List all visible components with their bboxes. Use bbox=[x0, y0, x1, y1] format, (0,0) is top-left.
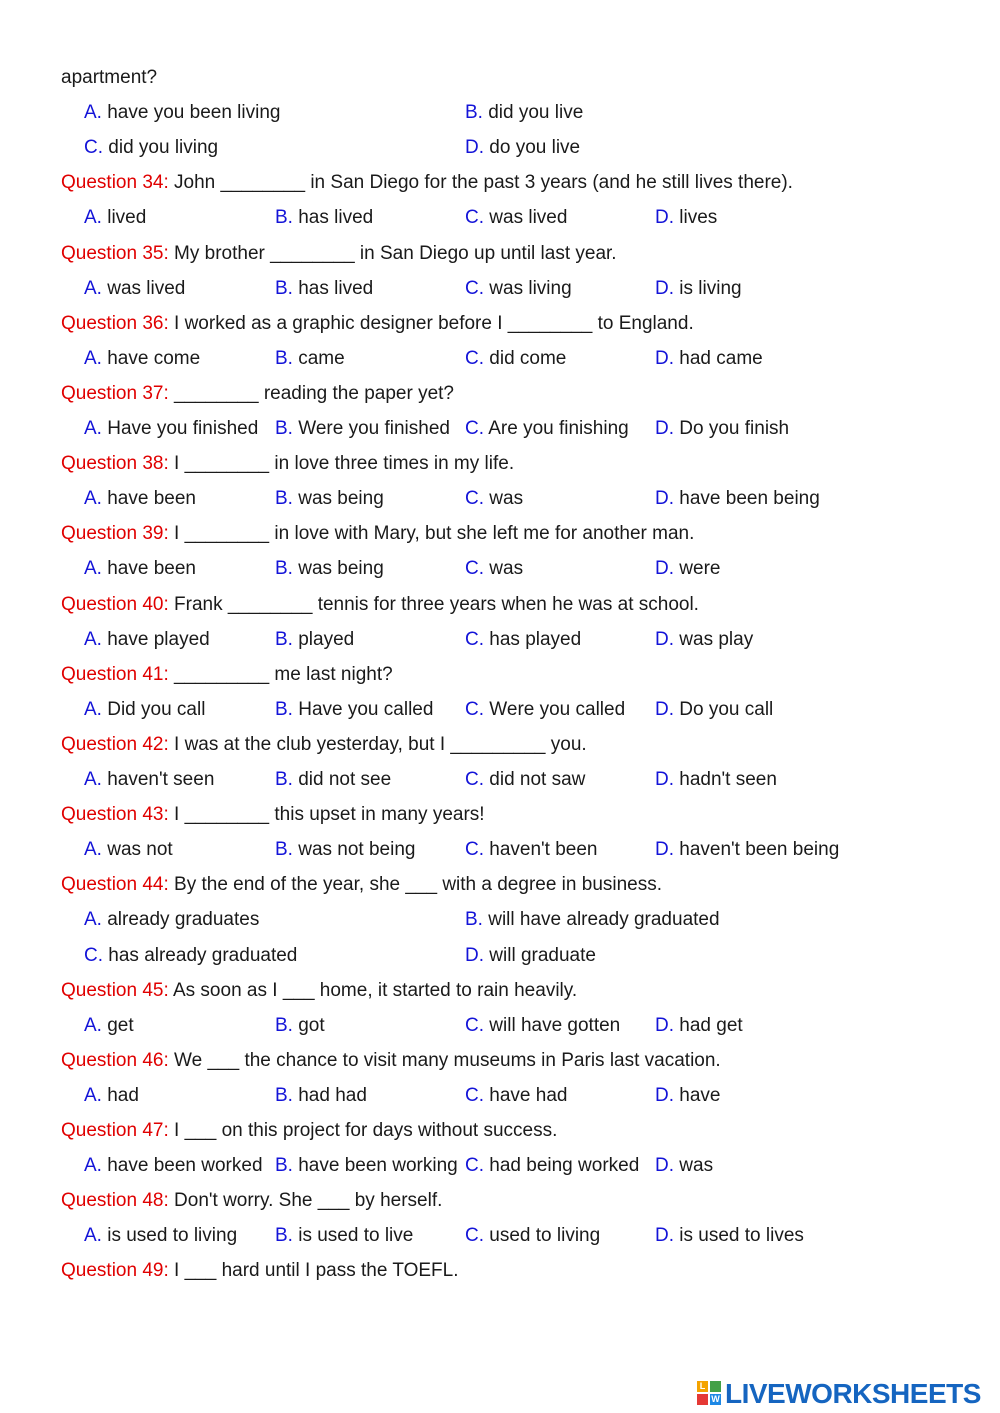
option-letter: A. bbox=[84, 488, 102, 510]
option-letter: A. bbox=[84, 207, 102, 229]
option-text: have been bbox=[107, 558, 196, 580]
option-letter: D. bbox=[655, 1084, 674, 1106]
answer-option[interactable] bbox=[655, 200, 717, 235]
option-text: is living bbox=[679, 277, 742, 299]
option-text: used to living bbox=[489, 1225, 601, 1247]
option-letter: B. bbox=[275, 207, 293, 229]
question-row bbox=[61, 1043, 721, 1078]
option-letter: A. bbox=[84, 418, 102, 439]
option-letter: B. bbox=[465, 102, 483, 124]
option-letter: D. bbox=[655, 347, 674, 369]
question-row bbox=[61, 587, 699, 622]
answer-option[interactable] bbox=[275, 622, 354, 657]
option-text: has already graduated bbox=[108, 944, 298, 966]
question-number: Question 43: bbox=[61, 804, 169, 826]
answer-option[interactable] bbox=[275, 832, 415, 867]
question-number: Question 39: bbox=[61, 523, 169, 545]
option-text: had being worked bbox=[489, 1155, 640, 1177]
question-continuation: apartment? bbox=[61, 67, 158, 88]
question-stem: By the end of the year, she ___ with a degree in business. bbox=[174, 874, 663, 896]
option-text: did you living bbox=[108, 137, 219, 159]
answer-option[interactable] bbox=[465, 1148, 639, 1183]
question-number: Question 34: bbox=[61, 172, 169, 194]
option-letter: C. bbox=[465, 347, 484, 369]
question-number: Question 36: bbox=[61, 312, 169, 334]
answer-option[interactable] bbox=[465, 130, 580, 165]
option-text: will have already graduated bbox=[488, 909, 720, 931]
answer-option[interactable] bbox=[84, 1008, 134, 1043]
answer-option[interactable] bbox=[84, 341, 200, 376]
option-letter: C. bbox=[465, 418, 484, 439]
question-number: Question 40: bbox=[61, 593, 169, 615]
option-letter: B. bbox=[275, 347, 293, 369]
answer-option[interactable] bbox=[465, 692, 625, 727]
option-text: was bbox=[489, 558, 524, 580]
answer-option[interactable] bbox=[465, 1008, 620, 1043]
answer-option[interactable] bbox=[465, 271, 572, 306]
option-letter: B. bbox=[275, 628, 293, 650]
option-letter: B. bbox=[275, 1155, 293, 1177]
question-number: Question 49: bbox=[61, 1260, 169, 1282]
option-letter: D. bbox=[655, 418, 674, 439]
option-letter: D. bbox=[465, 944, 484, 966]
option-text: Do you finish bbox=[679, 418, 790, 439]
answer-option[interactable] bbox=[84, 411, 258, 446]
question-stem: I ________ in love three times in my life. bbox=[174, 453, 515, 475]
question-row bbox=[61, 376, 454, 411]
answer-option[interactable] bbox=[84, 1218, 237, 1253]
question-row bbox=[61, 236, 617, 271]
option-text: already graduates bbox=[107, 909, 260, 931]
option-text: have been bbox=[107, 488, 196, 510]
option-letter: D. bbox=[655, 558, 674, 580]
option-letter: D. bbox=[655, 698, 674, 720]
option-letter: A. bbox=[84, 839, 102, 861]
answer-option[interactable] bbox=[655, 271, 742, 306]
answer-option[interactable] bbox=[275, 551, 384, 586]
option-text: got bbox=[298, 1014, 325, 1036]
question-stem: ________ reading the paper yet? bbox=[174, 382, 454, 404]
option-text: was lived bbox=[489, 207, 568, 229]
answer-option[interactable] bbox=[465, 551, 523, 586]
option-letter: C. bbox=[465, 628, 484, 650]
question-row bbox=[61, 306, 694, 341]
answer-option[interactable] bbox=[465, 1218, 600, 1253]
option-text: have played bbox=[107, 628, 210, 650]
question-stem: My brother ________ in San Diego up until last year. bbox=[174, 242, 617, 264]
answer-option[interactable] bbox=[465, 95, 583, 130]
option-text: lives bbox=[679, 207, 718, 229]
option-text: had get bbox=[679, 1014, 743, 1036]
answer-option[interactable] bbox=[275, 1218, 413, 1253]
question-stem: I ________ in love with Mary, but she left me for another man. bbox=[174, 523, 695, 545]
answer-option[interactable] bbox=[275, 411, 450, 446]
question-number: Question 42: bbox=[61, 733, 169, 755]
option-letter: C. bbox=[465, 698, 484, 720]
option-letter: B. bbox=[275, 418, 293, 439]
option-text: Are you finishing bbox=[488, 418, 629, 439]
option-text: had came bbox=[679, 347, 763, 369]
answer-option[interactable] bbox=[655, 551, 720, 586]
question-stem: John ________ in San Diego for the past 3 years (and he still lives there). bbox=[174, 172, 793, 194]
option-letter: D. bbox=[655, 277, 674, 299]
option-text: have been worked bbox=[107, 1155, 263, 1177]
answer-option[interactable] bbox=[84, 1078, 139, 1113]
option-letter: C. bbox=[465, 1084, 484, 1106]
option-letter: B. bbox=[275, 839, 293, 861]
logo-mark-icon: L W bbox=[697, 1381, 723, 1407]
option-text: was not bbox=[107, 839, 173, 861]
question-stem: I ___ hard until I pass the TOEFL. bbox=[174, 1260, 459, 1282]
option-letter: A. bbox=[84, 277, 102, 299]
question-number: Question 41: bbox=[61, 663, 169, 685]
question-row bbox=[61, 727, 587, 762]
answer-option[interactable] bbox=[465, 200, 567, 235]
question-number: Question 46: bbox=[61, 1049, 169, 1071]
question-stem: As soon as I ___ home, it started to rain heavily. bbox=[172, 979, 578, 1001]
option-letter: A. bbox=[84, 769, 102, 790]
option-text: played bbox=[298, 628, 355, 650]
question-row bbox=[61, 657, 393, 692]
question-stem: _________ me last night? bbox=[174, 663, 393, 685]
option-letter: B. bbox=[465, 909, 483, 931]
option-letter: D. bbox=[655, 1014, 674, 1036]
option-letter: A. bbox=[84, 347, 102, 369]
answer-option[interactable] bbox=[84, 200, 146, 235]
answer-option[interactable] bbox=[465, 938, 596, 973]
option-letter: A. bbox=[84, 698, 102, 720]
answer-option[interactable] bbox=[465, 832, 598, 867]
answer-option[interactable] bbox=[655, 832, 839, 867]
liveworksheets-logo bbox=[697, 1376, 981, 1412]
option-text: get bbox=[107, 1014, 134, 1036]
option-letter: C. bbox=[465, 558, 484, 580]
question-row bbox=[61, 973, 577, 1008]
option-text: was bbox=[489, 488, 524, 510]
question-row bbox=[61, 1183, 442, 1218]
answer-option[interactable] bbox=[84, 551, 196, 586]
answer-option[interactable] bbox=[655, 1148, 713, 1183]
option-text: haven't been bbox=[489, 839, 598, 861]
question-row bbox=[61, 1113, 557, 1148]
question-stem: I worked as a graphic designer before I ________ to England. bbox=[174, 312, 694, 334]
option-letter: C. bbox=[465, 207, 484, 229]
answer-option[interactable] bbox=[655, 762, 777, 797]
option-text: has played bbox=[489, 628, 582, 650]
option-letter: B. bbox=[275, 277, 293, 299]
option-text: did you live bbox=[488, 102, 584, 124]
question-number: Question 45: bbox=[61, 979, 169, 1001]
answer-option[interactable] bbox=[465, 902, 720, 937]
answer-option[interactable] bbox=[275, 1148, 458, 1183]
option-letter: C. bbox=[465, 839, 484, 861]
option-letter: A. bbox=[84, 909, 102, 931]
answer-option[interactable] bbox=[275, 762, 391, 797]
option-text: have been working bbox=[298, 1155, 458, 1177]
option-letter: A. bbox=[84, 628, 102, 650]
option-letter: C. bbox=[465, 277, 484, 299]
option-text: did not see bbox=[298, 769, 392, 790]
option-letter: D. bbox=[655, 1155, 674, 1177]
option-letter: A. bbox=[84, 102, 102, 124]
answer-option[interactable] bbox=[84, 762, 214, 797]
option-text: will have gotten bbox=[489, 1014, 621, 1036]
option-letter: D. bbox=[655, 1225, 674, 1247]
option-letter: D. bbox=[465, 137, 484, 159]
answer-option[interactable] bbox=[465, 341, 566, 376]
answer-option[interactable] bbox=[84, 130, 218, 165]
answer-option[interactable] bbox=[84, 692, 205, 727]
answer-option[interactable] bbox=[655, 622, 753, 657]
option-text: hadn't seen bbox=[679, 769, 777, 790]
answer-option[interactable] bbox=[275, 1078, 367, 1113]
option-letter: A. bbox=[84, 1225, 102, 1247]
option-text: was living bbox=[489, 277, 572, 299]
question-number: Question 44: bbox=[61, 874, 169, 896]
option-letter: B. bbox=[275, 1225, 293, 1247]
option-text: was being bbox=[298, 558, 384, 580]
question-row bbox=[61, 867, 662, 902]
option-letter: B. bbox=[275, 558, 293, 580]
option-letter: C. bbox=[465, 1225, 484, 1247]
question-stem: I ___ on this project for days without success. bbox=[174, 1120, 558, 1141]
question-row bbox=[61, 516, 694, 551]
answer-option[interactable] bbox=[465, 622, 581, 657]
question-stem: Don't worry. She ___ by herself. bbox=[174, 1190, 443, 1212]
option-text: have had bbox=[489, 1084, 568, 1106]
option-letter: B. bbox=[275, 488, 293, 510]
option-letter: C. bbox=[84, 137, 103, 159]
option-letter: D. bbox=[655, 769, 674, 790]
answer-option[interactable] bbox=[84, 1148, 263, 1183]
answer-option[interactable] bbox=[275, 341, 345, 376]
answer-option[interactable] bbox=[655, 692, 773, 727]
option-letter: C. bbox=[465, 1155, 484, 1177]
answer-option[interactable] bbox=[655, 1008, 743, 1043]
answer-option[interactable] bbox=[465, 481, 523, 516]
question-stem: I was at the club yesterday, but I _________ you. bbox=[174, 733, 587, 755]
option-letter: B. bbox=[275, 698, 293, 720]
option-text: was play bbox=[679, 628, 754, 650]
answer-option[interactable] bbox=[84, 902, 259, 937]
option-text: Did you call bbox=[107, 698, 206, 720]
answer-option[interactable] bbox=[655, 481, 820, 516]
option-text: have come bbox=[107, 347, 201, 369]
option-text: Do you call bbox=[679, 698, 774, 720]
option-text: have bbox=[679, 1084, 721, 1106]
answer-option[interactable] bbox=[275, 481, 384, 516]
question-number: Question 38: bbox=[61, 453, 169, 475]
answer-option[interactable] bbox=[465, 411, 629, 446]
question-number: Question 35: bbox=[61, 242, 169, 264]
option-text: have been being bbox=[679, 488, 820, 510]
option-text: do you live bbox=[489, 137, 581, 159]
answer-option[interactable] bbox=[84, 938, 297, 973]
question-number: Question 48: bbox=[61, 1190, 169, 1212]
answer-option[interactable] bbox=[655, 341, 763, 376]
option-text: Have you finished bbox=[107, 418, 259, 439]
option-text: had bbox=[107, 1084, 139, 1106]
answer-option[interactable] bbox=[84, 95, 280, 130]
option-text: Were you called bbox=[489, 698, 626, 720]
option-text: has lived bbox=[298, 207, 374, 229]
option-letter: D. bbox=[655, 839, 674, 861]
option-text: came bbox=[298, 347, 345, 369]
option-text: were bbox=[679, 558, 721, 580]
answer-option[interactable] bbox=[465, 1078, 567, 1113]
question-row bbox=[61, 165, 793, 200]
answer-option[interactable] bbox=[275, 1008, 325, 1043]
option-letter: A. bbox=[84, 1084, 102, 1106]
option-letter: B. bbox=[275, 769, 293, 790]
option-text: lived bbox=[107, 207, 147, 229]
question-row bbox=[61, 797, 485, 832]
option-text: is used to lives bbox=[679, 1225, 804, 1247]
answer-option[interactable] bbox=[84, 622, 210, 657]
option-letter: B. bbox=[275, 1084, 293, 1106]
question-row bbox=[61, 446, 514, 481]
question-stem: Frank ________ tennis for three years when he was at school. bbox=[174, 593, 699, 615]
option-text: has lived bbox=[298, 277, 374, 299]
question-row bbox=[61, 1253, 459, 1288]
option-letter: A. bbox=[84, 1014, 102, 1036]
option-text: haven't been being bbox=[679, 839, 840, 861]
option-text: have you been living bbox=[107, 102, 281, 124]
option-text: Were you finished bbox=[298, 418, 450, 439]
option-letter: B. bbox=[275, 1014, 293, 1036]
option-letter: C. bbox=[465, 769, 484, 790]
answer-option[interactable] bbox=[655, 411, 789, 446]
question-number: Question 47: bbox=[61, 1120, 169, 1141]
option-text: will graduate bbox=[489, 944, 596, 966]
answer-option[interactable] bbox=[275, 692, 433, 727]
answer-option[interactable] bbox=[655, 1218, 804, 1253]
answer-option[interactable] bbox=[84, 271, 185, 306]
option-text: did come bbox=[489, 347, 567, 369]
answer-option[interactable] bbox=[655, 1078, 720, 1113]
option-letter: C. bbox=[465, 1014, 484, 1036]
option-letter: D. bbox=[655, 488, 674, 510]
option-text: is used to living bbox=[107, 1225, 238, 1247]
option-text: was being bbox=[298, 488, 384, 510]
option-text: is used to live bbox=[298, 1225, 414, 1247]
option-text: was bbox=[679, 1155, 714, 1177]
option-letter: D. bbox=[655, 628, 674, 650]
option-text: was not being bbox=[298, 839, 416, 861]
answer-option[interactable] bbox=[84, 481, 196, 516]
answer-option[interactable] bbox=[465, 762, 585, 797]
question-number: Question 37: bbox=[61, 382, 169, 404]
option-letter: C. bbox=[465, 488, 484, 510]
question-stem: I ________ this upset in many years! bbox=[174, 804, 485, 826]
answer-option[interactable] bbox=[275, 271, 373, 306]
question-stem: We ___ the chance to visit many museums in Paris last vacation. bbox=[174, 1049, 721, 1071]
option-letter: D. bbox=[655, 207, 674, 229]
option-text: Have you called bbox=[298, 698, 434, 720]
option-letter: A. bbox=[84, 558, 102, 580]
option-text: was lived bbox=[107, 277, 186, 299]
option-letter: A. bbox=[84, 1155, 102, 1177]
answer-option[interactable] bbox=[275, 200, 373, 235]
option-text: haven't seen bbox=[107, 769, 215, 790]
option-text: had had bbox=[298, 1084, 367, 1106]
option-text: did not saw bbox=[489, 769, 586, 790]
answer-option[interactable] bbox=[84, 832, 173, 867]
logo-text: LIVEWORKSHEETS bbox=[725, 1378, 981, 1409]
option-letter: C. bbox=[84, 944, 103, 966]
